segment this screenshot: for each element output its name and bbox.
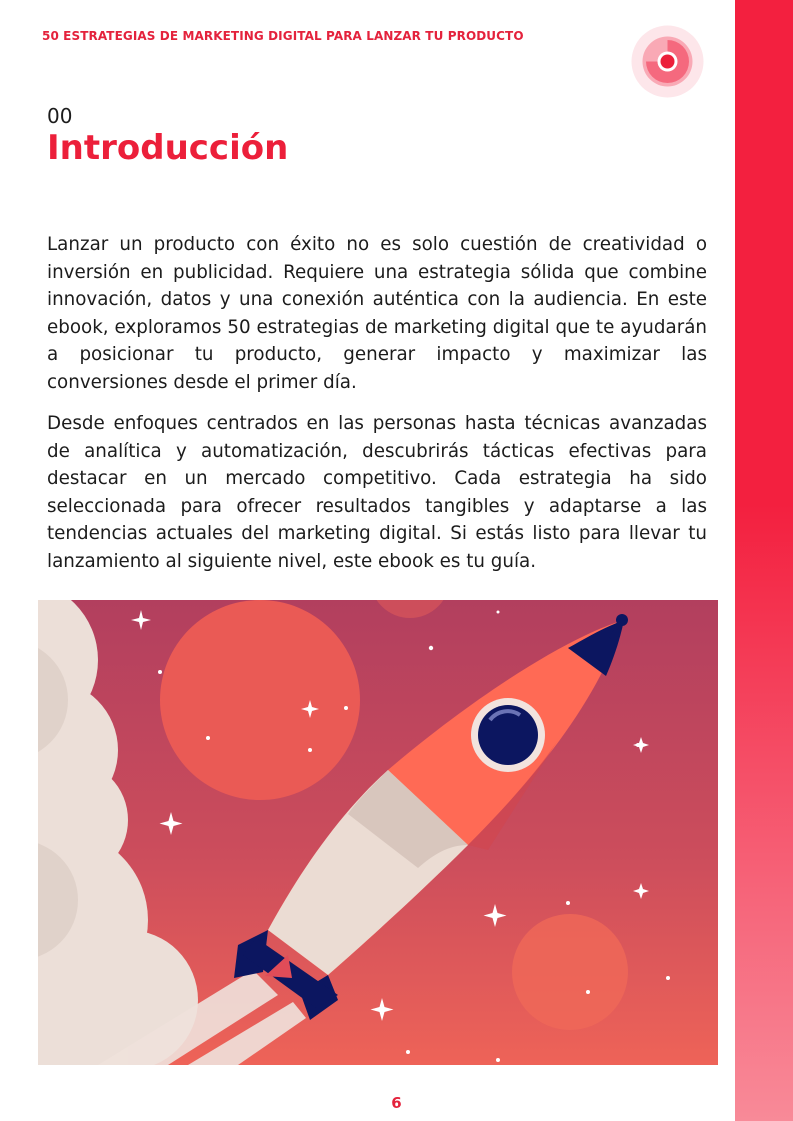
section-number: 00 [47,104,73,128]
paragraph: Lanzar un producto con éxito no es solo cuestión de creatividad o inversión en publicidad. Requiere una estrategia sólida que combine innovación, datos y una conexión auténtica con la audiencia. En este ebook, exploramos 50 estrategias de marketing digital que te ayudarán a posicionar tu producto, generar impacto y maximizar las conversiones desde el primer día. [47,234,707,393]
target-circle-icon [631,25,704,98]
document-header-title: 50 ESTRATEGIAS DE MARKETING DIGITAL PARA LANZAR TU PRODUCTO [42,29,524,43]
decorative-sidebar-band [735,0,793,1121]
rocket-launch-illustration [38,600,718,1065]
paragraph: Desde enfoques centrados en las personas hasta técnicas avanzadas de analítica y automatización, descubrirás tácticas efectivas para destacar en un mercado competitivo. Cada estrategia ha sido seleccionada para ofrecer resultados tangibles y adaptarse a las tendencias actuales del marketing digital. Si estás listo para llevar tu lanzamiento al siguiente nivel, este ebook es tu guía. [47,413,707,572]
intro-body [47,231,707,589]
page-number: 6 [391,1094,402,1112]
page-title: Introducción [47,128,289,168]
